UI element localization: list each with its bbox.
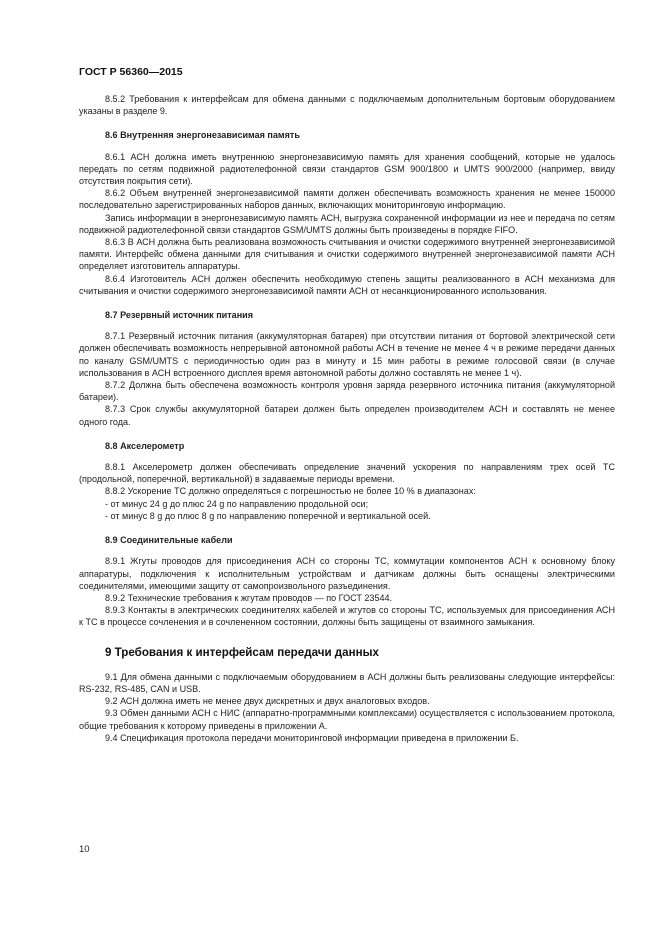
list-item-range-longitudinal: - от минус 24 g до плюс 24 g по направлению продольной оси; (105, 498, 369, 509)
paragraph-8-6-3: 8.6.3 В АСН должна быть реализована возможность считывания и очистки содержимого внутренней энергонезависимой памяти. Интерфейс обмена данными для считывания и очистки содержимого внутренней энергонезависимой памяти АСН определяет изготовитель аппаратуры. (79, 237, 615, 272)
heading-8-6: 8.6 Внутренняя энергонезависимая память (105, 130, 300, 141)
paragraph-8-9-2: 8.9.2 Технические требования к жгутам проводов — по ГОСТ 23544. (105, 592, 393, 603)
paragraph-8-8-1: 8.8.1 Акселерометр должен обеспечивать определение значений ускорения по направлениям трех осей ТС (продольной, поперечной, вертикальной) в задаваемые периоды времени. (79, 462, 615, 485)
paragraph-8-9-1: 8.9.1 Жгуты проводов для присоединения АСН со стороны ТС, коммутации компонентов АСН к основному блоку аппаратуры, подключения к исполнительным устройствам и датчикам должны быть оснащены электрическими соединителями, имеющими защиту от самопроизвольного разъединения. (79, 556, 615, 591)
paragraph-8-8-2: 8.8.2 Ускорение ТС должно определяться с погрешностью не более 10 % в диапазонах: (105, 486, 476, 497)
paragraph-8-6-1: 8.6.1 АСН должна иметь внутреннюю энергонезависимую память для хранения сообщений, которые не удалось передать по сетям подвижной радиотелефонной связи стандартов GSM 900/1800 и UMTS 900/2000 (например, ввиду отсутствия покрытия сети). (79, 151, 615, 187)
paragraph-8-6-4: 8.6.4 Изготовитель АСН должен обеспечить необходимую степень защиты реализованного в АСН механизма для считывания и очистки содержимого энергонезависимой памяти АСН от несанкционированного использования. (79, 273, 615, 296)
paragraph-9-2: 9.2 АСН должна иметь не менее двух дискретных и двух аналоговых входов. (105, 696, 430, 707)
paragraph-8-5-2: 8.5.2 Требования к интерфейсам для обмена данными с подключаемым дополнительным бортовым оборудованием указаны в разделе 9. (79, 94, 615, 117)
paragraph-8-9-3: 8.9.3 Контакты в электрических соединителях кабелей и жгутов со стороны ТС, используемых для присоединения АСН к ТС в процессе сочленения и в сочлененном состоянии, должны быть защищены от взаимного замыкания. (79, 605, 615, 628)
heading-8-9: 8.9 Соединительные кабели (105, 535, 233, 546)
page-number: 10 (79, 844, 90, 855)
paragraph-9-3: 9.3 Обмен данными АСН с НИС (аппаратно-программными комплексами) осуществляется с использованием протокола, общие требования к которому приведены в приложении А. (79, 708, 615, 731)
heading-8-7: 8.7 Резервный источник питания (105, 310, 254, 321)
list-item-range-transverse: - от минус 8 g до плюс 8 g по направлению поперечной и вертикальной осей. (105, 510, 431, 521)
paragraph-8-7-1: 8.7.1 Резервный источник питания (аккумуляторная батарея) при отсутствии питания от бортовой электрической сети должен обеспечивать возможность непрерывной автономной работы АСН в течение не менее 4 ч в режиме передачи данных по каналу GSM/UMTS с периодичностью один раз в минуту и 15 мин работы в режиме голосовой связи (в случае использования в АСН встроенного дисплея время автономной работы должно составлять не менее 1 ч). (79, 331, 615, 378)
heading-8-8: 8.8 Акселерометр (105, 440, 185, 451)
section-9-heading: 9 Требования к интерфейсам передачи данных (105, 645, 379, 659)
paragraph-8-6-2-fifo: Запись информации в энергонезависимую память АСН, выгрузка сохраненной информации из нее и передача по сетям подвижной радиотелефонной связи стандартов GSM/UMTS должны быть произведены в порядке FIFO. (79, 212, 615, 235)
paragraph-8-7-2: 8.7.2 Должна быть обеспечена возможность контроля уровня заряда резервного источника питания (аккумуляторной батареи). (79, 380, 615, 403)
document-body (79, 93, 615, 744)
paragraph-8-6-2: 8.6.2 Объем внутренней энергонезависимой памяти должен обеспечивать возможность хранения не менее 150000 последовательно зарегистрированных наборов данных, включающих мониторинговую информацию. (79, 188, 615, 211)
document-header: ГОСТ Р 56360—2015 (79, 66, 183, 78)
paragraph-9-4: 9.4 Спецификация протокола передачи мониторинговой информации приведена в приложении Б. (105, 732, 519, 743)
paragraph-8-7-3: 8.7.3 Срок службы аккумуляторной батареи должен быть определен производителем АСН и составлять не менее одного года. (79, 404, 615, 427)
paragraph-9-1: 9.1 Для обмена данными с подключаемым оборудованием в АСН должны быть реализованы следующие интерфейсы: RS-232, RS-485, CAN и USB. (79, 671, 615, 694)
